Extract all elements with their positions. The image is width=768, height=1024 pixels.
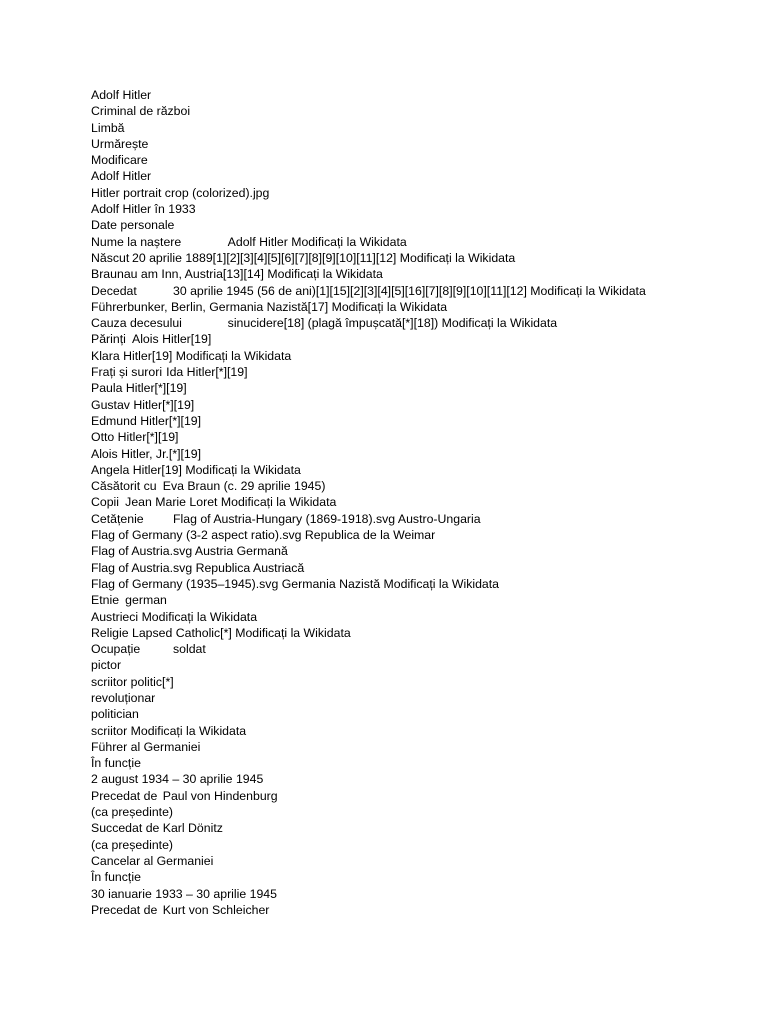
document-line: Modificare	[91, 153, 148, 168]
document-line: pictor	[91, 658, 122, 673]
document-line: Braunau am Inn, Austria[13][14] Modificați la Wikidata	[91, 267, 383, 282]
document-line: Führerbunker, Berlin, Germania Nazistă[17] Modificați la Wikidata	[91, 299, 448, 314]
document-line: Succedat de Karl Dönitz	[91, 821, 223, 836]
document-line: Precedat de Paul von Hindenburg	[91, 788, 278, 803]
document-line: Decedat 30 aprilie 1945 (56 de ani)[1][15][2][3][4][5][16][7][8][9][10][11][12] Modificați la Wikidata	[91, 283, 646, 298]
document-line: 2 august 1934 – 30 aprilie 1945	[91, 772, 264, 787]
document-line: Adolf Hitler	[91, 169, 152, 184]
document-line: Frați și surori Ida Hitler[*][19]	[91, 365, 248, 380]
document-line: revoluționar	[91, 690, 156, 705]
document-line: (ca președinte)	[91, 837, 174, 852]
document-line: scriitor Modificați la Wikidata	[91, 723, 247, 738]
document-line: Flag of Germany (1935–1945).svg Germania Nazistă Modificați la Wikidata	[91, 576, 500, 591]
document-line: Adolf Hitler în 1933	[91, 202, 196, 217]
document-line: Alois Hitler, Jr.[*][19]	[91, 446, 202, 461]
document-line: Flag of Austria.svg Republica Austriacă	[91, 560, 305, 575]
document-line: Otto Hitler[*][19]	[91, 430, 179, 445]
document-line: Cetățenie Flag of Austria-Hungary (1869-1918).svg Austro-Ungaria	[91, 511, 481, 526]
document-body	[91, 87, 691, 918]
document-line: Precedat de Kurt von Schleicher	[91, 902, 270, 917]
document-line: Paula Hitler[*][19]	[91, 381, 187, 396]
document-line: Urmărește	[91, 136, 149, 151]
document-line: În funcție	[91, 756, 141, 771]
document-line: Austrieci Modificați la Wikidata	[91, 609, 258, 624]
document-line: În funcție	[91, 870, 141, 885]
document-line: Născut 20 aprilie 1889[1][2][3][4][5][6][7][8][9][10][11][12] Modificați la Wikidata	[91, 250, 516, 265]
document-line: Führer al Germaniei	[91, 739, 201, 754]
document-line: Flag of Germany (3-2 aspect ratio).svg Republica de la Weimar	[91, 528, 436, 543]
document-line: Limbă	[91, 120, 125, 135]
document-line: Căsătorit cu Eva Braun (c. 29 aprilie 1945)	[91, 479, 326, 494]
document-line: Cancelar al Germaniei	[91, 853, 214, 868]
document-line: 30 ianuarie 1933 – 30 aprilie 1945	[91, 886, 277, 901]
document-line: Date personale	[91, 218, 175, 233]
document-line: Părinți Alois Hitler[19]	[91, 332, 212, 347]
document-line: Criminal de război	[91, 104, 191, 119]
document-line: scriitor politic[*]	[91, 674, 174, 689]
document-line: Flag of Austria.svg Austria Germană	[91, 544, 288, 559]
document-line: Ocupație soldat	[91, 642, 206, 657]
document-line: Angela Hitler[19] Modificați la Wikidata	[91, 462, 301, 477]
document-line: Nume la naștere Adolf Hitler Modificați la Wikidata	[91, 234, 407, 249]
document-line: Edmund Hitler[*][19]	[91, 413, 202, 428]
document-line: (ca președinte)	[91, 805, 174, 820]
document-line: Klara Hitler[19] Modificați la Wikidata	[91, 348, 292, 363]
document-line: Etnie german	[91, 593, 167, 608]
document-line: Religie Lapsed Catholic[*] Modificați la Wikidata	[91, 625, 351, 640]
document-line: Cauza decesului sinucidere[18] (plagă împușcată[*][18]) Modificați la Wikidata	[91, 316, 558, 331]
document-line: politician	[91, 707, 139, 722]
document-line: Copii Jean Marie Loret Modificați la Wikidata	[91, 495, 337, 510]
document-line: Hitler portrait crop (colorized).jpg	[91, 185, 270, 200]
document-line: Gustav Hitler[*][19]	[91, 397, 195, 412]
document-line: Adolf Hitler	[91, 88, 152, 102]
